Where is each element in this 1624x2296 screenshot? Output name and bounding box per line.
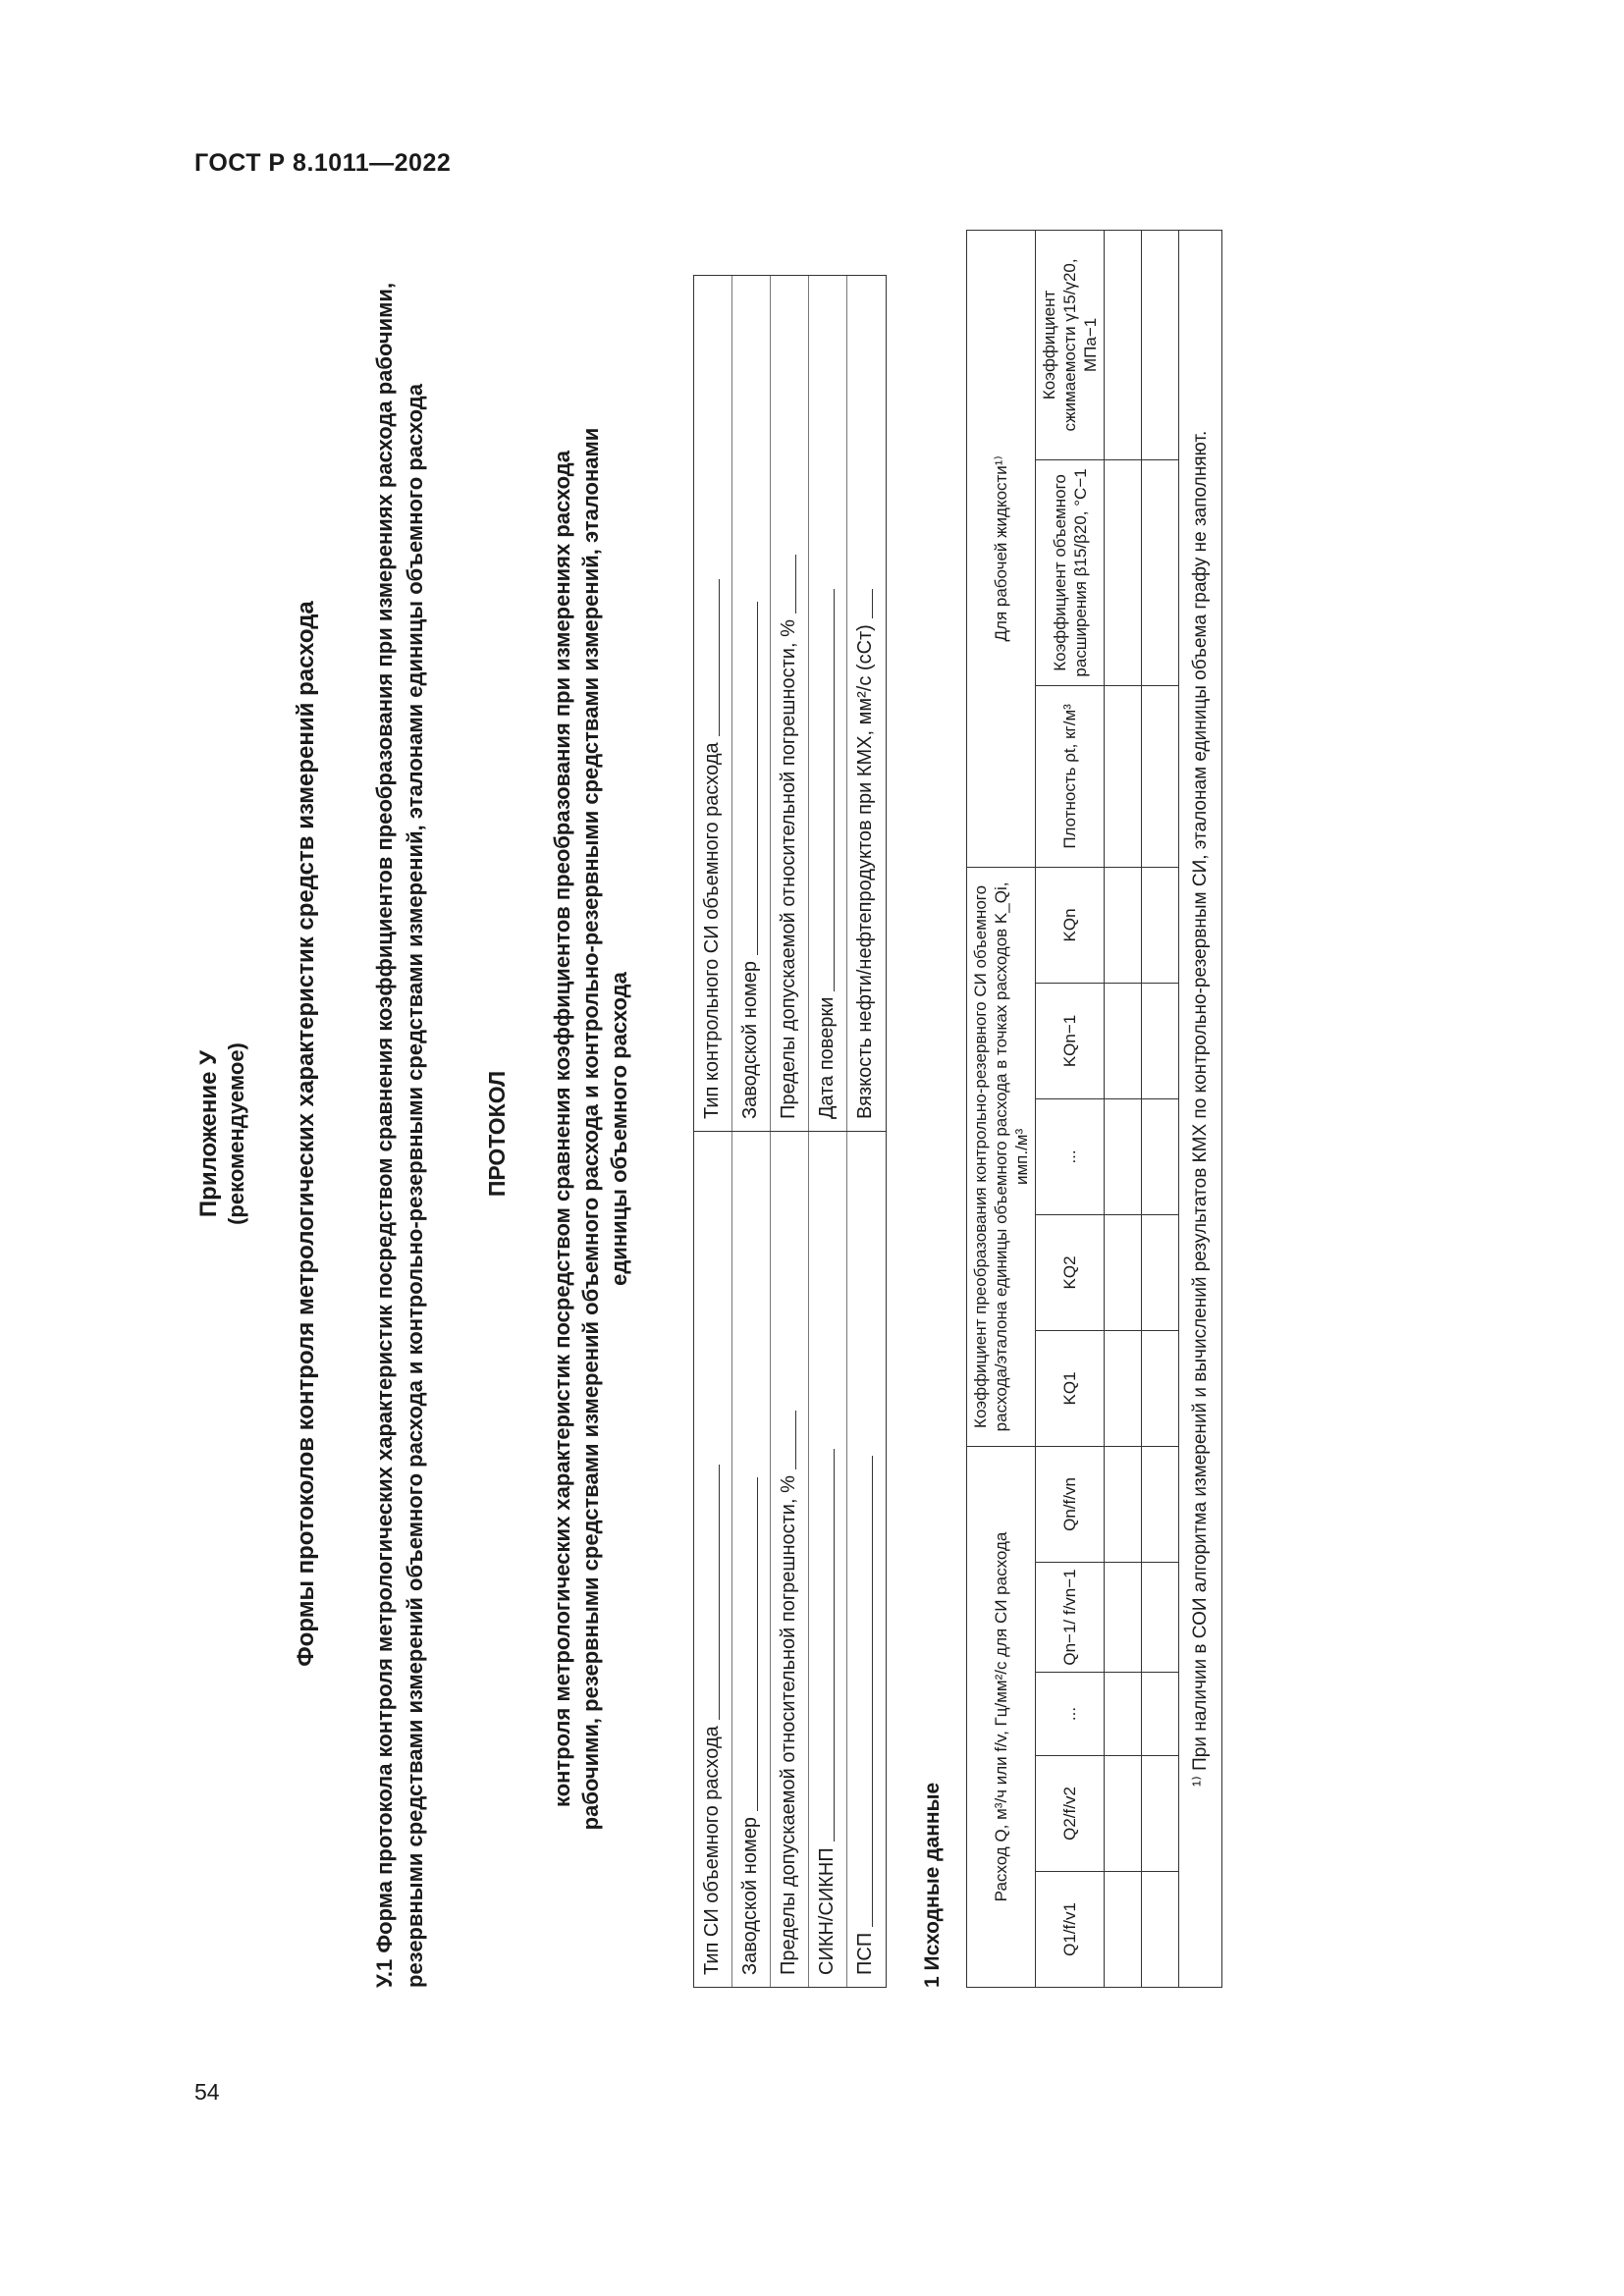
info-row (847, 276, 886, 1131)
data-cell[interactable] (1105, 230, 1142, 459)
fill-line[interactable] (694, 1465, 720, 1720)
k-group-header: Коэффициент преобразования контрольно-резервного СИ объемного расхода/эталона единицы объемного расхода в точках расходов K_Qi, имп./м³ (967, 867, 1036, 1446)
document-code: ГОСТ Р 8.1011—2022 (194, 149, 452, 177)
fill-line[interactable] (809, 1449, 835, 1842)
table-row (1105, 230, 1142, 1987)
data-cell[interactable] (1105, 983, 1142, 1098)
data-cell[interactable] (1105, 1446, 1142, 1562)
source-data-table (966, 230, 1222, 1988)
table-row (1142, 230, 1179, 1987)
fill-line[interactable] (809, 589, 835, 991)
data-cell[interactable] (1142, 983, 1179, 1098)
col-header: KQn−1 (1036, 983, 1105, 1098)
data-cell[interactable] (1142, 1563, 1179, 1673)
info-label: Пределы допускаемой относительной погрешности, % (778, 1475, 799, 1975)
data-cell[interactable] (1105, 685, 1142, 867)
data-cell[interactable] (1105, 1756, 1142, 1872)
col-header: Коэффициент сжимаемости γ15/γ20, МПа−1 (1036, 230, 1105, 459)
protocol-subtitle: контроля метрологических характеристик посредством сравнения коэффициентов преобразования при измерениях расхода рабочими, резервными средствами измерений объемного расхода и контрольно-резервными средствами измерений, эталонами единицы объемного расхода (550, 427, 631, 1831)
data-cell[interactable] (1105, 1872, 1142, 1988)
fill-line[interactable] (847, 589, 873, 618)
data-cell[interactable] (1142, 1330, 1179, 1446)
info-row (771, 1132, 809, 1987)
info-label: Тип контрольного СИ объемного расхода (701, 742, 723, 1119)
fill-line[interactable] (771, 555, 796, 614)
fill-line[interactable] (732, 1477, 758, 1811)
info-row (847, 1132, 886, 1987)
col-header: KQ2 (1036, 1214, 1105, 1330)
data-cell[interactable] (1142, 230, 1179, 459)
data-cell[interactable] (1142, 1872, 1179, 1988)
col-header: Qn−1/ f/vn−1 (1036, 1563, 1105, 1673)
info-row (732, 1132, 771, 1987)
liquid-group-header: Для рабочей жидкости¹⁾ (967, 230, 1036, 867)
protocol-info-table (693, 275, 887, 1988)
table-footnote: ¹⁾ При наличии в СОИ алгоритма измерений и вычислений результатов КМХ по контрольно-резервным СИ, эталонам единицы объема графу не заполняют. (1179, 230, 1222, 1987)
appendix-subtitle: (рекомендуемое) (224, 1042, 248, 1225)
section-title: Формы протоколов контроля метрологических характеристик средств измерений расхода (293, 601, 319, 1667)
data-cell[interactable] (1105, 1673, 1142, 1756)
col-header: Плотность ρt, кг/м³ (1036, 685, 1105, 867)
col-header: ... (1036, 1673, 1105, 1756)
data-cell[interactable] (1142, 867, 1179, 983)
col-header: Q2/f/v2 (1036, 1756, 1105, 1872)
fill-line[interactable] (847, 1456, 873, 1927)
data-section-heading: 1 Исходные данные (921, 1782, 944, 1988)
info-column-left (694, 1132, 886, 1987)
info-label: Дата поверки (816, 996, 838, 1119)
info-row (809, 1132, 847, 1987)
col-header: KQ1 (1036, 1330, 1105, 1446)
flow-group-header: Расход Q, м³/ч или f/v, Гц/мм²/с для СИ расхода (967, 1446, 1036, 1987)
data-cell[interactable] (1105, 1563, 1142, 1673)
form-heading: У.1 Форма протокола контроля метрологических характеристик посредством сравнения коэффициентов преобразования при измерениях расхода рабочими, резервными средствами измерений объемного расхода и контрольно-резервными средствами измерений, эталонами единицы объемного расхода (372, 282, 427, 1988)
info-row (809, 276, 847, 1131)
data-cell[interactable] (1105, 1098, 1142, 1214)
data-cell[interactable] (1105, 867, 1142, 983)
col-header: Q1/f/v1 (1036, 1872, 1105, 1988)
data-cell[interactable] (1142, 1098, 1179, 1214)
info-row (694, 1132, 732, 1987)
info-row (771, 276, 809, 1131)
appendix-title: Приложение У (195, 1049, 222, 1218)
page-number: 54 (194, 2079, 220, 2105)
info-row (694, 276, 732, 1131)
rotated-page-content (194, 226, 1265, 2042)
data-cell[interactable] (1142, 1214, 1179, 1330)
data-cell[interactable] (1105, 459, 1142, 685)
info-label: Заводской номер (739, 961, 761, 1119)
fill-line[interactable] (732, 602, 758, 955)
data-cell[interactable] (1142, 1673, 1179, 1756)
fill-line[interactable] (694, 579, 720, 736)
protocol-title: ПРОТОКОЛ (484, 1070, 510, 1198)
data-cell[interactable] (1142, 1446, 1179, 1562)
data-cell[interactable] (1142, 1756, 1179, 1872)
data-cell[interactable] (1142, 459, 1179, 685)
col-header: ... (1036, 1098, 1105, 1214)
col-header: KQn (1036, 867, 1105, 983)
fill-line[interactable] (771, 1411, 796, 1469)
info-label: Заводской номер (739, 1817, 761, 1975)
col-header: Коэффициент объемного расширения β15/β20, °C−1 (1036, 459, 1105, 685)
info-row (732, 276, 771, 1131)
info-column-right (694, 276, 886, 1132)
info-label: Вязкость нефти/нефтепродуктов при КМХ, мм²/с (сСт) (854, 624, 876, 1119)
info-label: СИКН/СИКНП (816, 1847, 838, 1975)
info-label: Тип СИ объемного расхода (701, 1726, 723, 1975)
col-header: Qn/f/vn (1036, 1446, 1105, 1562)
data-cell[interactable] (1105, 1214, 1142, 1330)
data-cell[interactable] (1142, 685, 1179, 867)
data-cell[interactable] (1105, 1330, 1142, 1446)
info-label: Пределы допускаемой относительной погрешности, % (778, 619, 799, 1119)
info-label: ПСП (854, 1932, 876, 1975)
